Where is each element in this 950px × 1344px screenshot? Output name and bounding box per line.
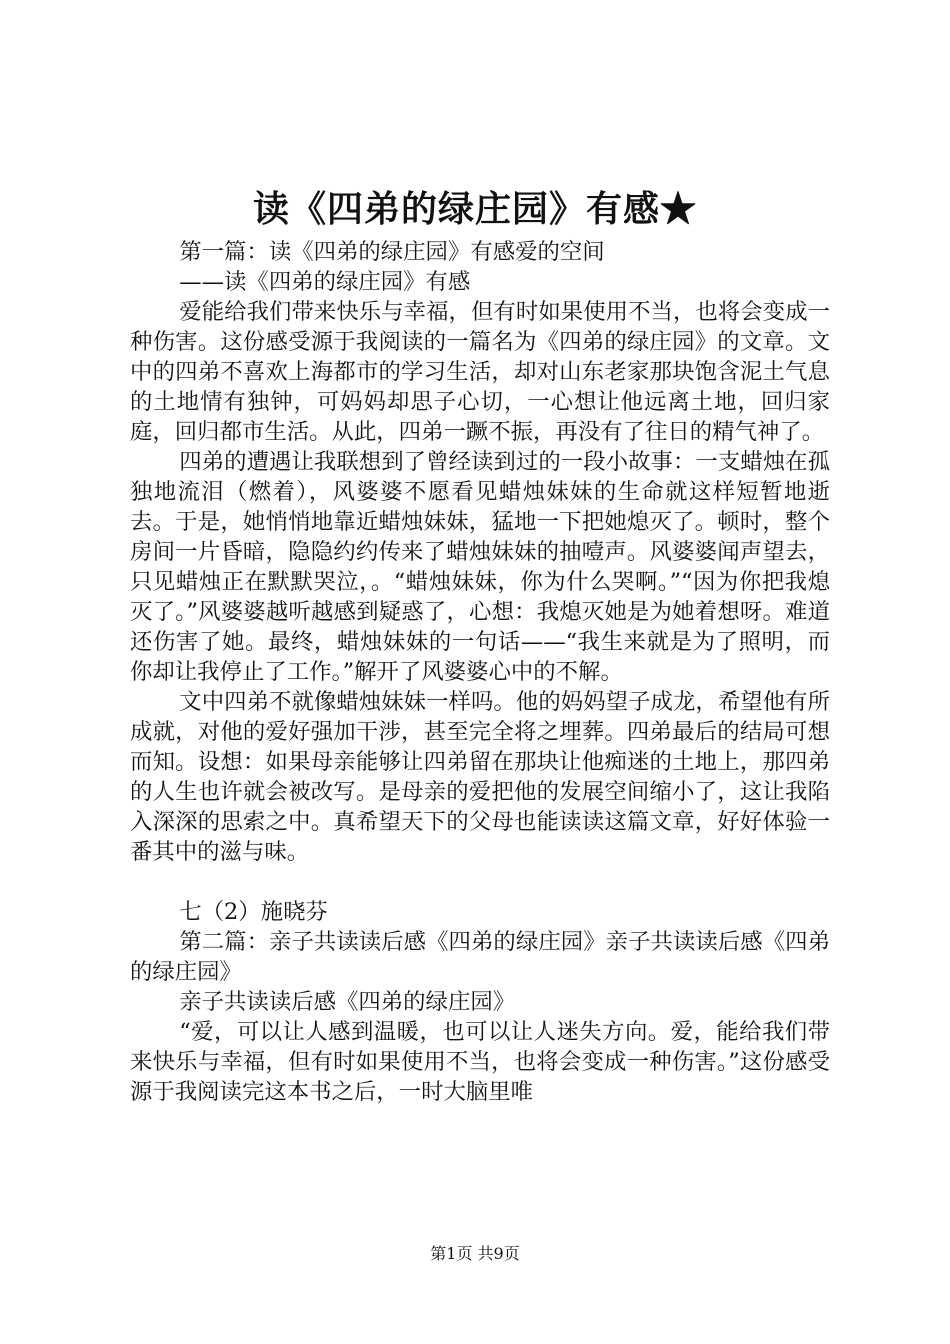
section1-subheading: ——读《四弟的绿庄园》有感 <box>179 269 471 295</box>
paragraph-1: 爱能给我们带来快乐与幸福，但有时如果使用不当，也将会变成一种伤害。这份感受源于我阅读的一篇名为《四弟的绿庄园》的文章。文中的四弟不喜欢上海都市的学习生活，却对山东老家那块饱含泥土气息的土地情有独钟，可妈妈却思子心切，一心想让他远离土地，回归家庭，回归都市生活。从此，四弟一蹶不振，再没有了往日的精气神了。 <box>130 299 830 445</box>
document-body <box>130 237 830 1107</box>
section2-heading: 第二篇：亲子共读读后感《四弟的绿庄园》亲子共读读后感《四弟的绿庄园》 <box>130 929 830 985</box>
paragraph-2: 四弟的遭遇让我联想到了曾经读到过的一段小故事：一支蜡烛在孤独地流泪（燃着），风婆婆不愿看见蜡烛妹妹的生命就这样短暂地逝去。于是，她悄悄地靠近蜡烛妹妹，猛地一下把她熄灭了。顿时，整个房间一片昏暗，隐隐约约传来了蜡烛妹妹的抽噎声。风婆婆闻声望去，只见蜡烛正在默默哭泣，。“蜡烛妹妹，你为什么哭啊。”“因为你把我熄灭了。”风婆婆越听越感到疑惑了，心想：我熄灭她是为她着想呀。难道还伤害了她。最终，蜡烛妹妹的一句话——“我生来就是为了照明，而你却让我停止了工作。”解开了风婆婆心中的不解。 <box>130 449 830 685</box>
blank-line <box>130 867 830 897</box>
document-title: 读《四弟的绿庄园》有感★ <box>252 188 697 230</box>
section1-heading: 第一篇：读《四弟的绿庄园》有感爱的空间 <box>179 239 605 265</box>
author-line: 七（2）施晓芬 <box>179 899 328 925</box>
paragraph-4: “爱，可以让人感到温暖，也可以让人迷失方向。爱，能给我们带来快乐与幸福，但有时如果使用不当，也将会变成一种伤害。”这份感受源于我阅读完这本书之后，一时大脑里唯 <box>130 1019 830 1105</box>
paragraph-3: 文中四弟不就像蜡烛妹妹一样吗。他的妈妈望子成龙，希望他有所成就，对他的爱好强加干涉，甚至完全将之埋葬。四弟最后的结局可想而知。设想：如果母亲能够让四弟留在那块让他痴迷的土地上，那四弟的人生也许就会被改写。是母亲的爱把他的发展空间缩小了，这让我陷入深深的思索之中。真希望天下的父母也能读读这篇文章，好好体验一番其中的滋与味。 <box>130 689 830 865</box>
page-footer: 第1页 共9页 <box>430 1244 520 1263</box>
section2-subheading: 亲子共读读后感《四弟的绿庄园》 <box>179 989 516 1015</box>
